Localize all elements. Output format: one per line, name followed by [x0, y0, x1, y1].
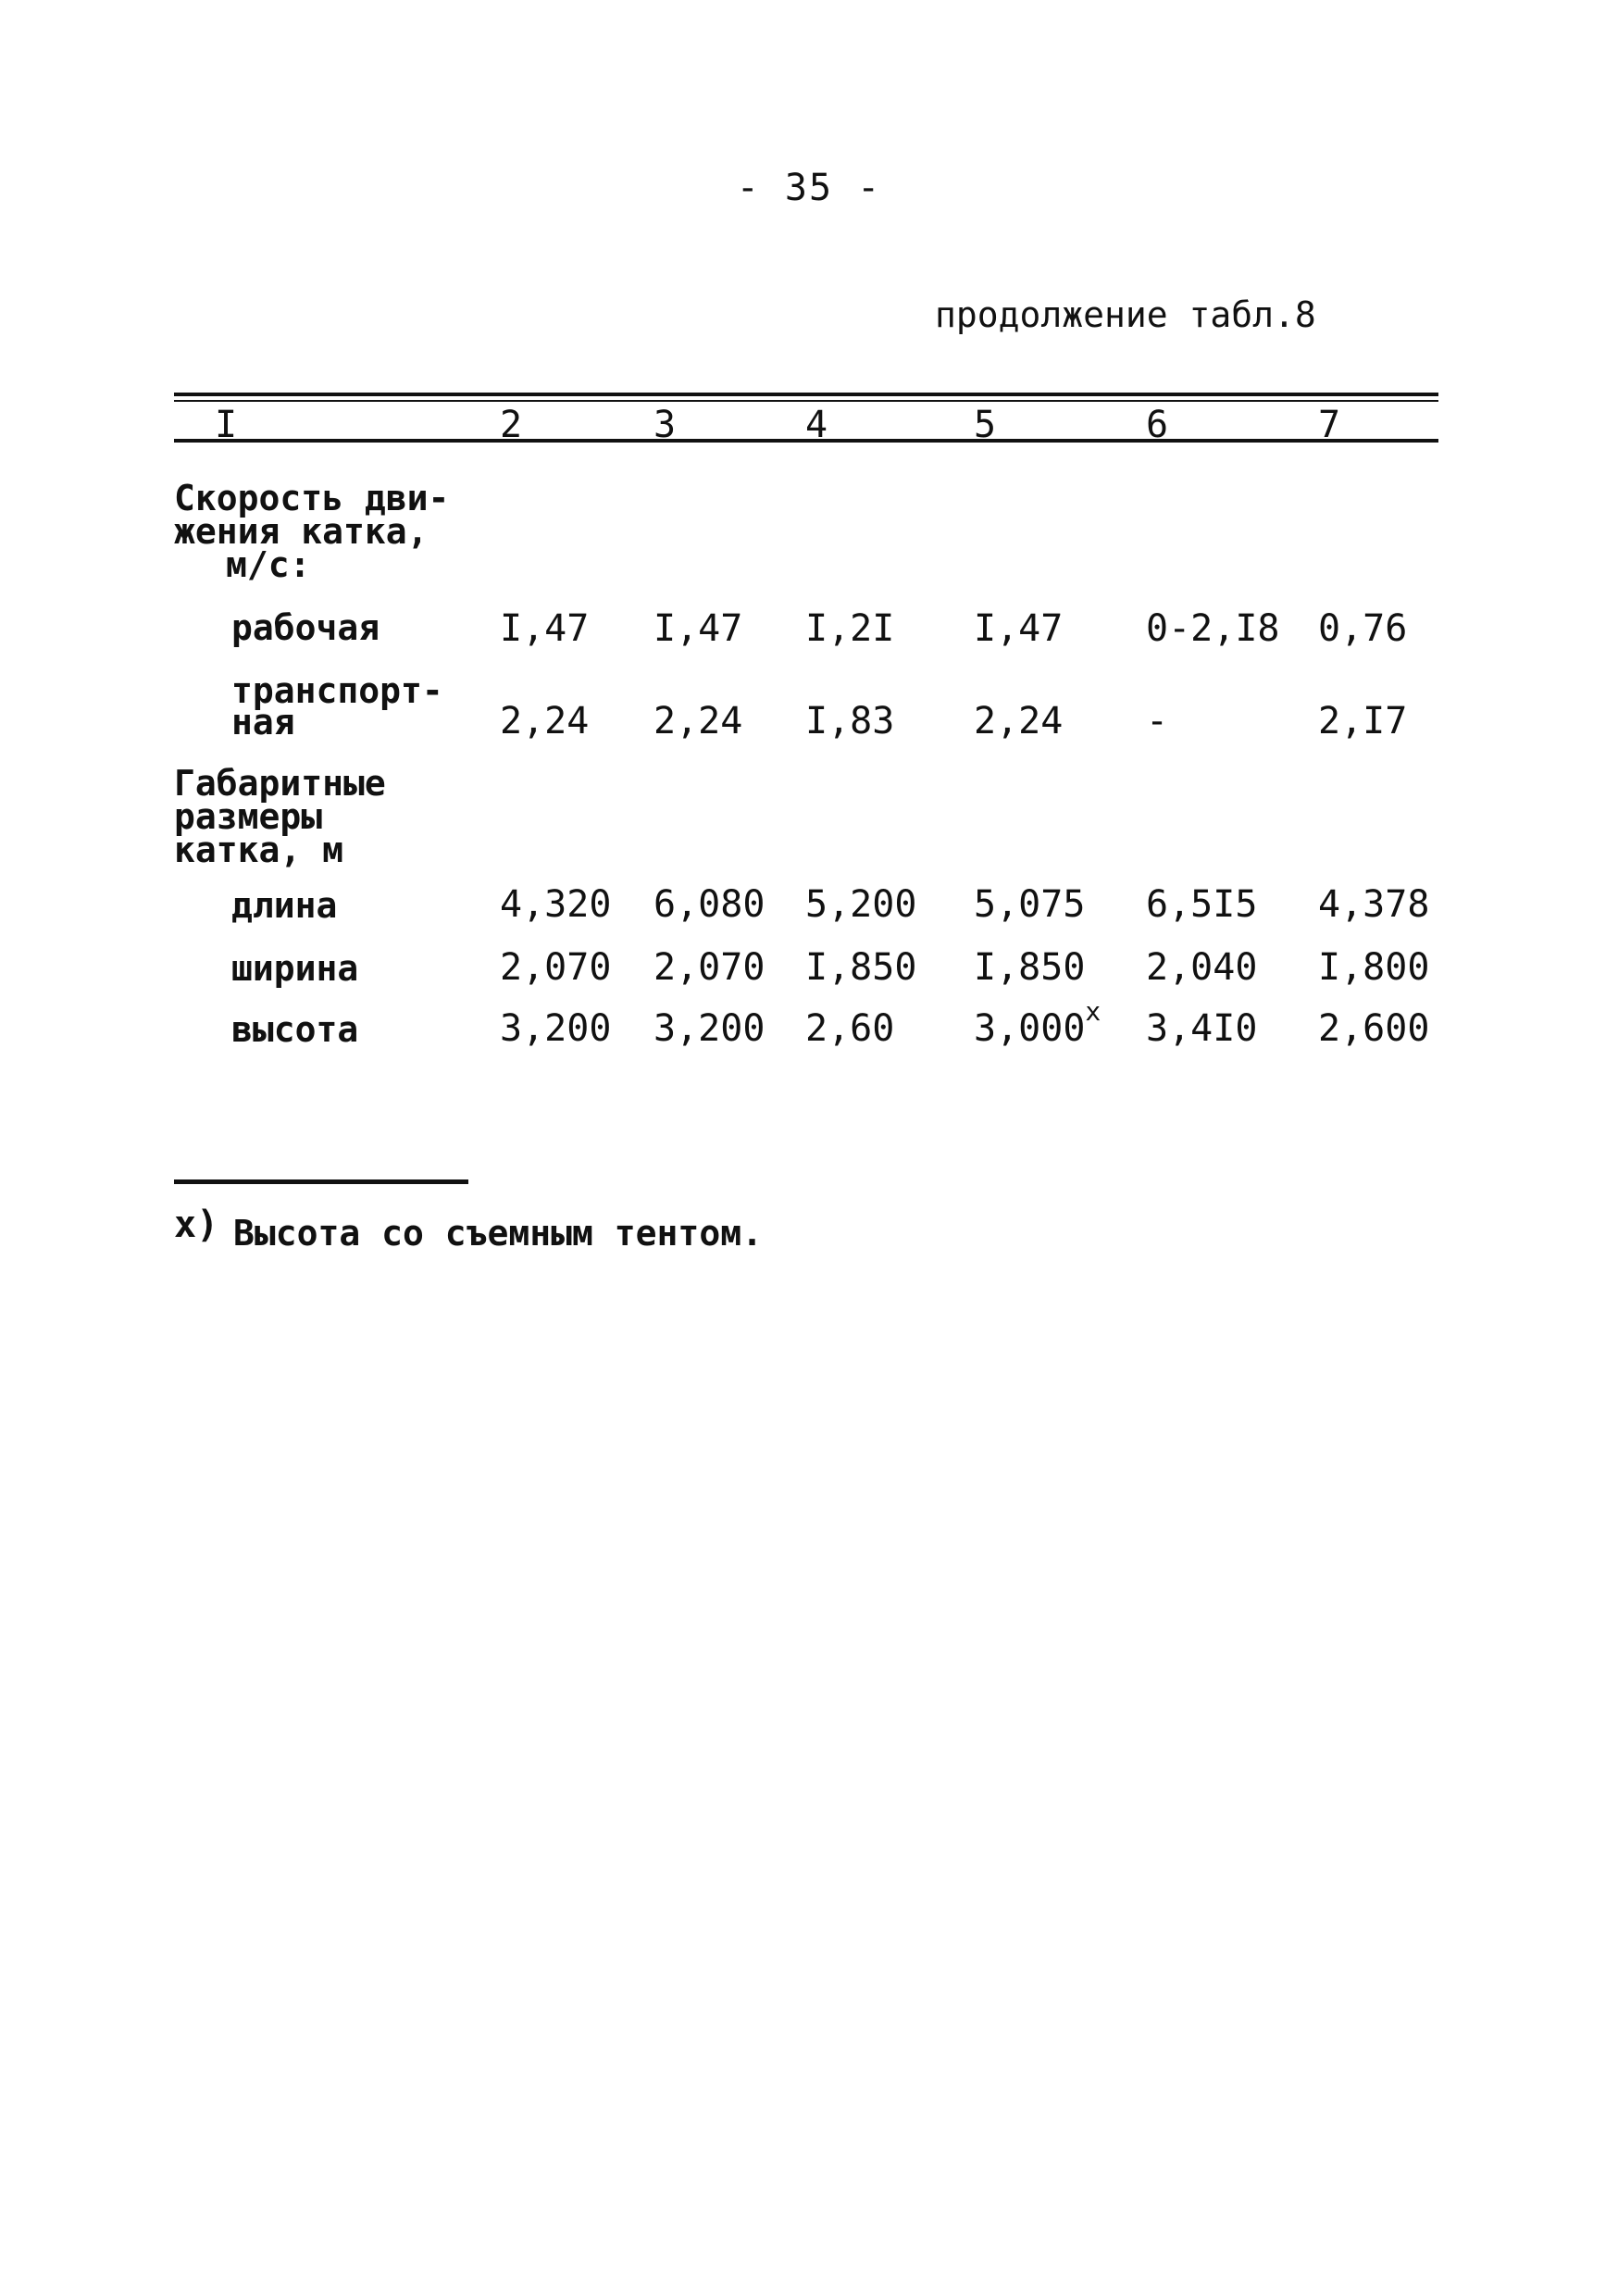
row-working-col7: 0,76 — [1318, 607, 1408, 650]
row-height-col3: 3,200 — [653, 1007, 765, 1050]
row-working-col3: I,47 — [653, 607, 743, 650]
row-transport-col5: 2,24 — [974, 700, 1064, 742]
row-length-col4: 5,200 — [805, 883, 917, 926]
row-length-col5: 5,075 — [974, 883, 1086, 926]
column-header-1: I — [215, 404, 238, 446]
row-height-col5-value: 3,000 — [974, 1007, 1086, 1050]
row-length-col7: 4,378 — [1318, 883, 1430, 926]
row-height-col2: 3,200 — [500, 1007, 612, 1050]
footnote-rule — [174, 1179, 468, 1184]
row-transport-label-line-2: ная — [231, 702, 295, 742]
section-dims-line-1: Габаритные — [174, 763, 386, 804]
row-height-col5 — [974, 996, 1101, 1050]
section-dims-line-2: размеры — [174, 796, 323, 837]
row-working-col2: I,47 — [500, 607, 590, 650]
row-height-col4: 2,60 — [805, 1007, 895, 1050]
row-length-col2: 4,320 — [500, 883, 612, 926]
column-header-5: 5 — [974, 404, 997, 446]
row-transport-col3: 2,24 — [653, 700, 743, 742]
row-width-col3: 2,070 — [653, 946, 765, 989]
row-working-col6: 0-2,I8 — [1146, 607, 1280, 650]
row-width-label: ширина — [231, 948, 359, 989]
table-top-rule-second — [174, 400, 1438, 402]
table-caption: продолжение табл.8 — [935, 294, 1316, 335]
column-header-7: 7 — [1318, 404, 1341, 446]
footnote-marker: x — [1085, 996, 1101, 1027]
column-header-4: 4 — [805, 404, 828, 446]
row-transport-label-line-1: транспорт- — [231, 670, 443, 711]
section-dims-line-3: катка, м — [174, 830, 344, 870]
row-transport-col6: - — [1146, 700, 1169, 742]
row-width-col2: 2,070 — [500, 946, 612, 989]
row-width-col5: I,850 — [974, 946, 1086, 989]
row-transport-col4: I,83 — [805, 700, 895, 742]
row-width-col7: I,800 — [1318, 946, 1430, 989]
row-height-col6: 3,4I0 — [1146, 1007, 1258, 1050]
row-length-col6: 6,5I5 — [1146, 883, 1258, 926]
section-speed-line-1: Скорость дви- — [174, 478, 450, 518]
row-width-col4: I,850 — [805, 946, 917, 989]
row-height-label: высота — [231, 1009, 359, 1050]
section-speed-line-2: жения катка, — [174, 511, 429, 552]
row-working-col5: I,47 — [974, 607, 1064, 650]
row-working-col4: I,2I — [805, 607, 895, 650]
row-working-label: рабочая — [231, 607, 380, 648]
footnote-text: Высота со съемным тентом. — [233, 1213, 763, 1254]
row-width-col6: 2,040 — [1146, 946, 1258, 989]
column-header-2: 2 — [500, 404, 523, 446]
row-length-label: длина — [231, 885, 338, 926]
table-top-rule — [174, 393, 1438, 396]
section-speed-line-3: м/с: — [226, 544, 311, 585]
column-header-3: 3 — [653, 404, 677, 446]
footnote-mark: x) — [174, 1204, 219, 1246]
row-length-col3: 6,080 — [653, 883, 765, 926]
column-header-6: 6 — [1146, 404, 1169, 446]
row-height-col7: 2,600 — [1318, 1007, 1430, 1050]
row-transport-col2: 2,24 — [500, 700, 590, 742]
row-transport-col7: 2,I7 — [1318, 700, 1408, 742]
page-number: - 35 - — [736, 167, 882, 209]
